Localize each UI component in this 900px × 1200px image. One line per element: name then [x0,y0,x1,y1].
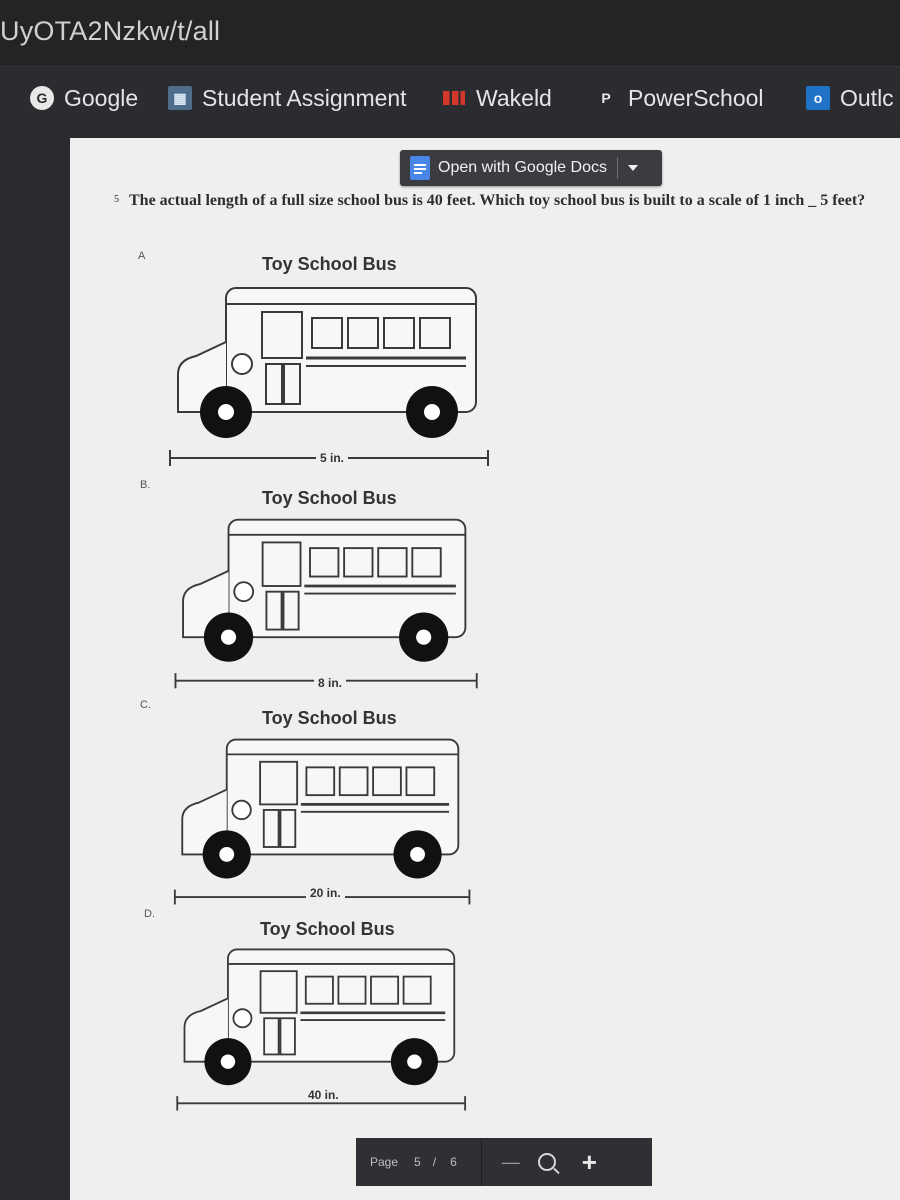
current-page-input[interactable]: 5 [414,1155,421,1169]
question-text-block [114,190,874,211]
choice-letter-b: B. [140,479,151,491]
chevron-down-icon[interactable] [628,165,638,171]
student-assignment-icon: ▦ [168,86,192,110]
bookmark-label: Google [64,84,139,111]
divider [617,157,618,179]
page-separator: / [432,1155,437,1169]
powerschool-icon: P [601,90,611,106]
choice-d-title: Toy School Bus [260,919,395,939]
zoom-out-button[interactable]: — [501,1151,520,1172]
bus-drawing [177,949,465,1110]
bus-drawing [175,740,470,905]
open-with-google-docs-button[interactable] [400,150,662,186]
choice-a-length: 5 in. [316,451,348,465]
page-controls [356,1138,652,1186]
bookmark-label: Student Assignment [202,84,407,111]
url-text[interactable]: UyOTA2Nzkw/t/all [0,16,221,46]
total-pages: 6 [450,1155,457,1169]
zoom-icon[interactable] [538,1153,556,1171]
bookmarks-bar [0,66,900,129]
choice-letter-a: A [138,250,146,262]
choice-b-title: Toy School Bus [262,488,397,508]
google-docs-icon [410,156,430,180]
choice-b-length: 8 in. [314,676,346,690]
choice-c-title: Toy School Bus [262,708,397,728]
address-bar[interactable] [0,0,900,66]
choice-a-bus-illustration [166,282,496,472]
bus-drawing [175,520,476,689]
wakeld-icon [442,86,466,110]
bus-drawing [170,288,488,466]
bookmark-google[interactable] [30,81,138,115]
open-with-label: Open with Google Docs [438,159,607,176]
bookmark-student-assignment[interactable] [168,81,407,115]
divider [481,1138,482,1186]
choice-letter-d: D. [144,908,155,920]
question-text: The actual length of a full size school bus is 40 feet. Which toy school bus is built to a scale of 1 inch _ 5 feet? [129,192,866,209]
bookmark-label: Outlc [840,84,894,111]
google-icon: G [30,86,54,110]
choice-d-length: 40 in. [304,1088,343,1102]
choice-a-title: Toy School Bus [262,254,397,274]
choice-letter-c: C. [140,699,151,711]
choice-c-length: 20 in. [306,886,345,900]
question-number: 5 [114,194,119,205]
bookmark-outlook[interactable] [806,81,894,115]
choice-c-bus-illustration [168,734,480,910]
choice-b-bus-illustration [168,514,488,694]
outlook-icon: o [806,86,830,110]
bookmark-label: Wakeld [476,84,552,111]
bookmark-powerschool[interactable] [594,81,764,115]
bookmark-label: PowerSchool [628,84,764,111]
page-label: Page [370,1155,399,1169]
bookmark-wakeld[interactable] [442,81,552,115]
zoom-in-button[interactable]: + [581,1146,597,1177]
